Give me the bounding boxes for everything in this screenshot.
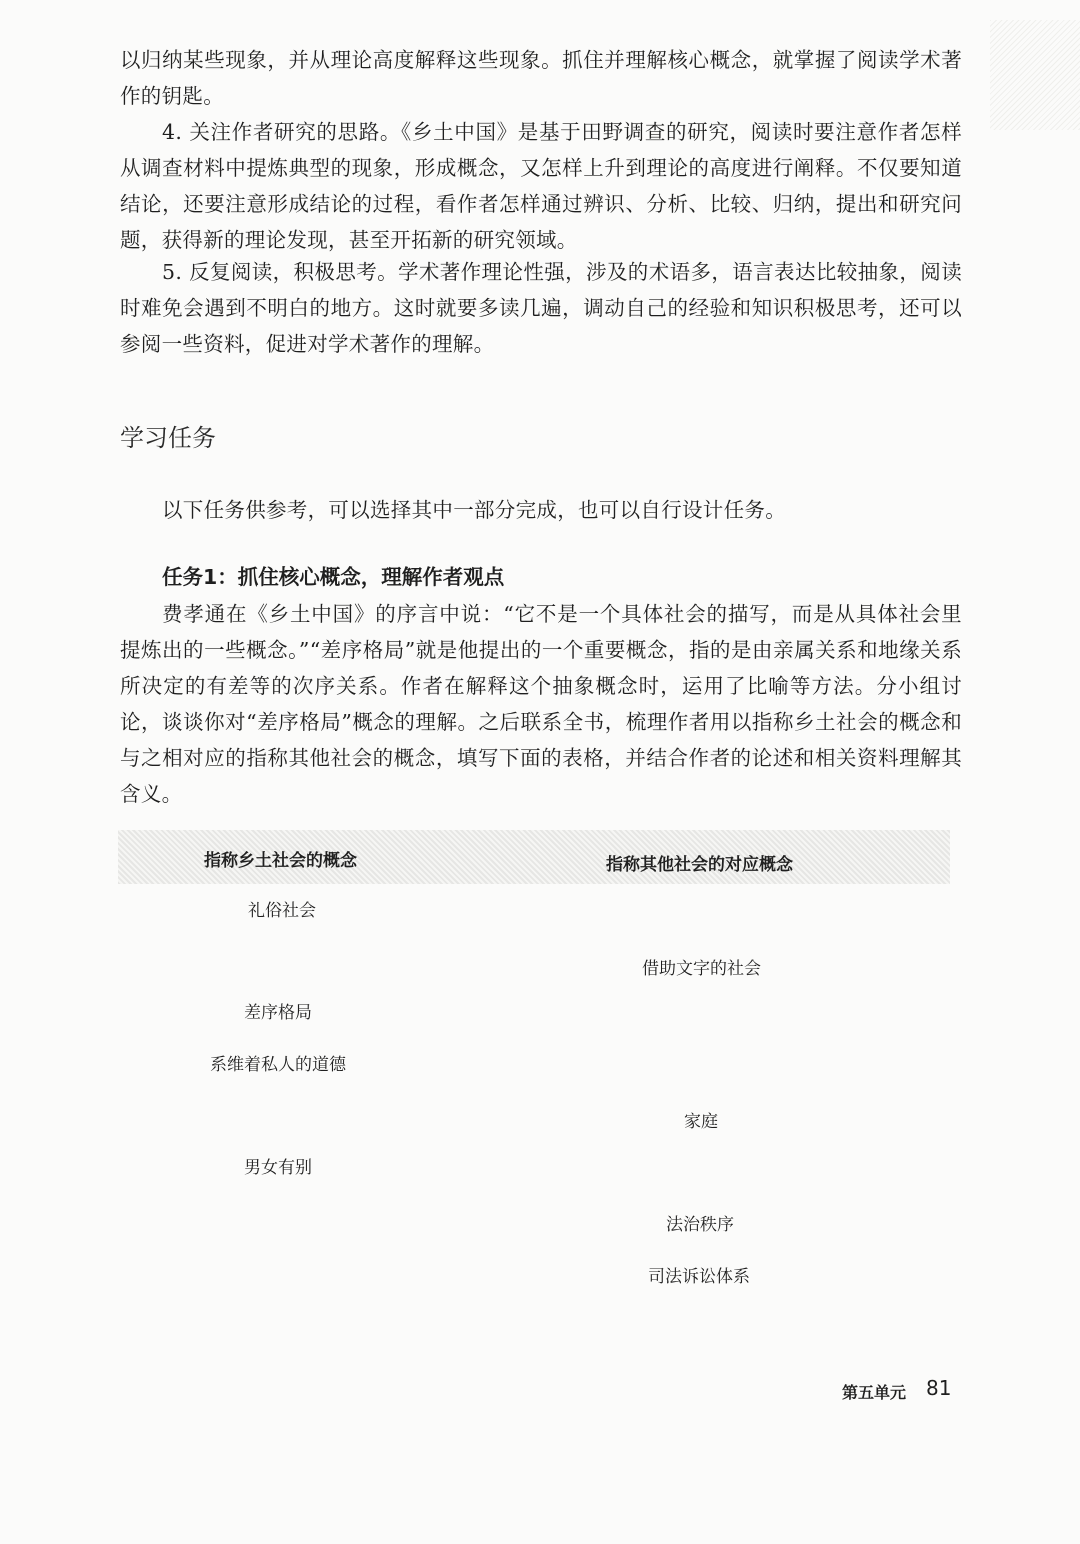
- table-cell-left: 礼俗社会: [248, 901, 316, 921]
- table-cell-left: 系维着私人的道德: [210, 1055, 346, 1075]
- table-cell-left: 差序格局: [244, 1003, 312, 1023]
- table-cell-right: 司法诉讼体系: [648, 1267, 750, 1287]
- table-header: [118, 830, 950, 884]
- table-cell-right: 家庭: [684, 1112, 718, 1132]
- table-cell-left: 男女有别: [244, 1158, 312, 1178]
- table-header-left: 指称乡土社会的概念: [204, 851, 357, 871]
- paragraph-point-4: 4. 关注作者研究的思路。《乡土中国》是基于田野调查的研究，阅读时要注意作者怎样从调查材料中提炼典型的现象，形成概念，又怎样上升到理论的高度进行阐释。不仅要知道结论，还要注意形成结论的过程，看作者怎样通过辨识、分析、比较、归纳，提出和研究问题，获得新的理论发现，甚至开拓新的研究领域。: [120, 120, 962, 252]
- section-intro: 以下任务供参考，可以选择其中一部分完成，也可以自行设计任务。: [162, 498, 786, 522]
- task-body: 费孝通在《乡土中国》的序言中说：“它不是一个具体社会的描写，而是从具体社会里提炼出的一些概念。”“差序格局”就是他提出的一个重要概念，指的是由亲属关系和地缘关系所决定的有差等的次序关系。作者在解释这个抽象概念时，运用了比喻等方法。分小组讨论，谈谈你对“差序格局”概念的理解。之后联系全书，梳理作者用以指称乡土社会的概念和与之相对应的指称其他社会的概念，填写下面的表格，并结合作者的论述和相关资料理解其含义。: [120, 602, 962, 806]
- paragraph-point-5: 5. 反复阅读，积极思考。学术著作理论性强，涉及的术语多，语言表达比较抽象，阅读时难免会遇到不明白的地方。这时就要多读几遍，调动自己的经验和知识积极思考，还可以参阅一些资料，促进对学术著作的理解。: [120, 260, 962, 356]
- page-number: 81: [926, 1376, 952, 1400]
- task-title: 任务1：抓住核心概念，理解作者观点: [162, 565, 505, 589]
- scan-artifact: [990, 20, 1080, 130]
- table-cell-right: 法治秩序: [666, 1215, 734, 1235]
- section-title: 学习任务: [120, 424, 216, 452]
- paragraph-continuation: 以归纳某些现象，并从理论高度解释这些现象。抓住并理解核心概念，就掌握了阅读学术著作的钥匙。: [120, 48, 962, 108]
- table-cell-right: 借助文字的社会: [642, 959, 761, 979]
- table-header-right: 指称其他社会的对应概念: [606, 855, 793, 875]
- footer-unit-label: 第五单元: [842, 1383, 907, 1402]
